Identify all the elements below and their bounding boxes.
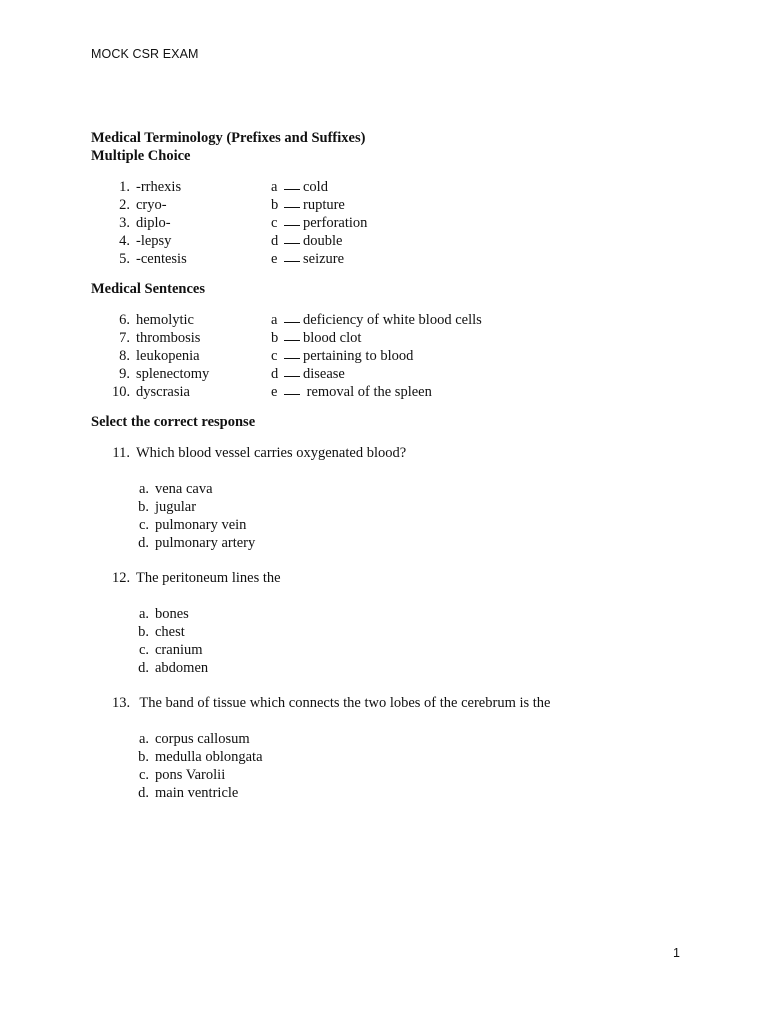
section3-title: Select the correct response	[91, 414, 256, 430]
list-item: 1. -rrhexis	[119, 179, 182, 195]
question-11-options	[133, 480, 255, 552]
section1-title: Medical Terminology (Prefixes and Suffixes)	[91, 130, 366, 146]
section2-terms	[112, 311, 209, 401]
page-number: 1	[673, 946, 680, 960]
choice-item: d disease	[271, 366, 345, 382]
answer-blank[interactable]	[284, 322, 300, 323]
answer-blank[interactable]	[284, 207, 300, 208]
choice-item: d double	[271, 233, 343, 249]
answer-blank[interactable]	[284, 261, 300, 262]
list-item: 10. dyscrasia	[112, 384, 190, 400]
list-item: 7. thrombosis	[119, 330, 201, 346]
answer-blank[interactable]	[284, 340, 300, 341]
option-item[interactable]: b. jugular	[138, 499, 197, 515]
option-item[interactable]: d. pulmonary artery	[138, 535, 256, 551]
option-item[interactable]: b. medulla oblongata	[138, 749, 263, 765]
option-item[interactable]: a. bones	[138, 606, 189, 622]
option-item[interactable]: c. pulmonary vein	[138, 517, 247, 533]
list-item: 8. leukopenia	[119, 348, 200, 364]
choice-item: a cold	[271, 179, 328, 195]
list-item: 4. -lepsy	[119, 233, 172, 249]
choice-item: b rupture	[271, 197, 345, 213]
question-12-options	[133, 605, 208, 677]
answer-blank[interactable]	[284, 243, 300, 244]
section1-choices	[271, 178, 367, 268]
choice-item: e removal of the spleen	[271, 384, 432, 400]
option-item[interactable]: c. pons Varolii	[138, 767, 226, 783]
question-12: 12. The peritoneum lines the	[112, 570, 281, 586]
answer-blank[interactable]	[284, 189, 300, 190]
section2-choices	[271, 311, 482, 401]
choice-item: e seizure	[271, 251, 345, 267]
question-11: 11. Which blood vessel carries oxygenated blood?	[112, 445, 407, 461]
option-item[interactable]: d. main ventricle	[138, 785, 239, 801]
option-item[interactable]: c. cranium	[138, 642, 203, 658]
answer-blank[interactable]	[284, 376, 300, 377]
question-13: 13. The band of tissue which connects the two lobes of the cerebrum is the	[112, 695, 551, 711]
section2-title: Medical Sentences	[91, 281, 205, 297]
question-13-options	[133, 730, 263, 802]
option-item[interactable]: d. abdomen	[138, 660, 209, 676]
list-item: 6. hemolytic	[119, 312, 194, 328]
list-item: 2. cryo-	[119, 197, 167, 213]
answer-blank[interactable]	[284, 358, 300, 359]
choice-item: b blood clot	[271, 330, 362, 346]
answer-blank[interactable]	[284, 394, 300, 395]
option-item[interactable]: b. chest	[138, 624, 185, 640]
option-item[interactable]: a. corpus callosum	[138, 731, 250, 747]
answer-blank[interactable]	[284, 225, 300, 226]
list-item: 3. diplo-	[119, 215, 171, 231]
option-item[interactable]: a. vena cava	[138, 481, 213, 497]
list-item: 5. -centesis	[119, 251, 187, 267]
choice-item: c pertaining to blood	[271, 348, 414, 364]
page-header: MOCK CSR EXAM	[91, 47, 199, 61]
section1-subtitle: Multiple Choice	[91, 148, 191, 164]
choice-item: a deficiency of white blood cells	[271, 312, 482, 328]
choice-item: c perforation	[271, 215, 368, 231]
list-item: 9. splenectomy	[119, 366, 210, 382]
section1-terms	[112, 178, 187, 268]
